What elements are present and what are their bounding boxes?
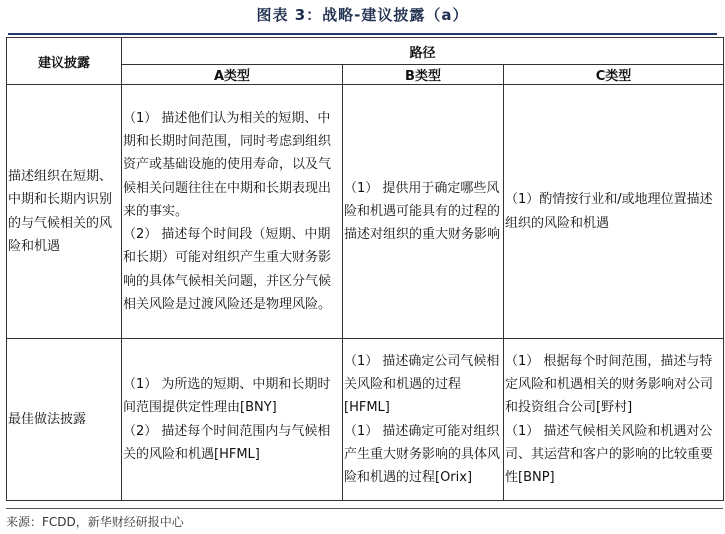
disclosure-table xyxy=(6,37,724,501)
cell-type-a: （1） 描述他们认为相关的短期、中期和长期时间范围，同时考虑到组织资产或基础设施的使用寿命，以及气候相关问题往往在中期和长期表现出来的事实。 （2） 描述每个时间段（短期、中期和长期）可能对组织产生重大财务影响的具体气候相关问题，并区分气候相关风险是过渡风险还是物理风险。 xyxy=(122,85,343,339)
figure-title: 图表 3：战略-建议披露（a） xyxy=(256,6,469,24)
header-type-a: A类型 xyxy=(122,65,343,85)
title-divider xyxy=(8,33,717,35)
cell-type-c: （1）酌情按行业和/或地理位置描述组织的风险和机遇 xyxy=(504,85,724,339)
table-row xyxy=(7,339,724,501)
source-note: 来源：FCDD，新华财经研报中心 xyxy=(6,508,723,530)
cell-type-a: （1） 为所选的短期、中期和长期时间范围提供定性理由[BNY] （2） 描述每个时间范围内与气候相关的风险和机遇[HFML] xyxy=(122,339,343,501)
table-row xyxy=(7,85,724,339)
header-type-b: B类型 xyxy=(343,65,504,85)
row-label: 最佳做法披露 xyxy=(7,339,122,501)
cell-type-c: （1） 根据每个时间范围，描述与特定风险和机遇相关的财务影响对公司和投资组合公司[野村] （1） 描述气候相关风险和机遇对公司、其运营和客户的影响的比较重要性[BNP] xyxy=(504,339,724,501)
row-label: 描述组织在短期、中期和长期内识别的与气候相关的风险和机遇 xyxy=(7,85,122,339)
header-path: 路径 xyxy=(122,38,724,65)
cell-type-b: （1） 提供用于确定哪些风险和机遇可能具有的过程的描述对组织的重大财务影响 xyxy=(343,85,504,339)
header-recommended-disclosure: 建议披露 xyxy=(7,38,122,85)
header-type-c: C类型 xyxy=(504,65,724,85)
cell-type-b: （1） 描述确定公司气候相关风险和机遇的过程[HFML] （1） 描述确定可能对组织产生重大财务影响的具体风险和机遇的过程[Orix] xyxy=(343,339,504,501)
